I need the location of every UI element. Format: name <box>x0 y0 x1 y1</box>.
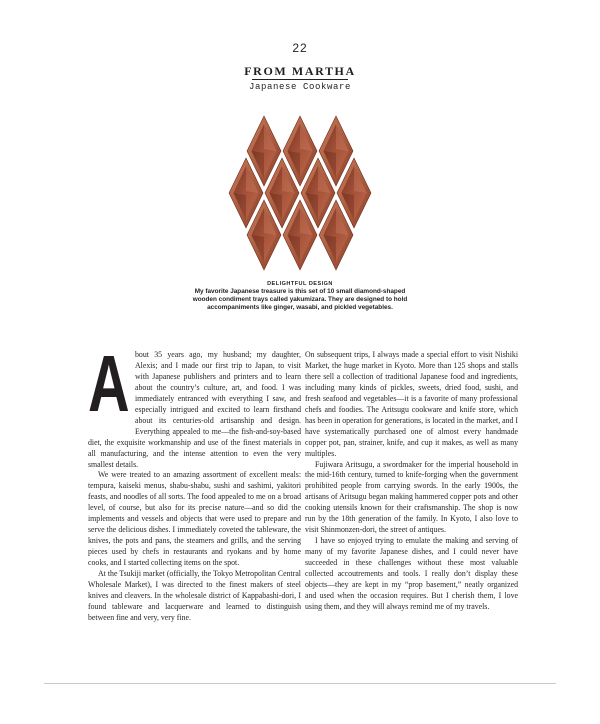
section-subtitle: Japanese Cookware <box>248 82 351 92</box>
paragraph: bout 35 years ago, my husband; my daughter, Alexis; and I made our first trip to Japan, to visit with Japanese publishers and printers and to learn about the country’s culture, art, and food. I was immediately entranced with everything I saw, and especially intrigued and excited to learn firsthand about its centuries-old artisanship and design. Everything appealed to me—the fish-and-soy-based diet, the exquisite workmanship and use of the finest materials in all manufacturing, and the intense attention to even the very smallest details. <box>88 350 301 469</box>
page-number: 22 <box>292 41 308 55</box>
paragraph: At the Tsukiji market (officially, the Tokyo Metropolitan Central Wholesale Market), I was directed to the finest makers of steel knives and cleavers. In the wholesale district of Kappabashi-dori, I found tableware and lacquerware and learned to distinguish between fine and very, very fine. <box>88 569 301 622</box>
paragraph: We were treated to an amazing assortment of excellent meals: tempura, kaiseki menus, shabu-shabu, sushi and sashimi, yakitori feasts, and noodles of all sorts. The food appealed to me on a broad level, of course, but also for its precise nature—and so did the implements and vessels and objects that were used to prepare and serve the delicious dishes. I immediately coveted the tableware, the knives, the pots and pans, the steamers and grills, and the serving pieces used by chefs in restaurants and ryokans and by home cooks, and I started collecting items on the spot. <box>88 470 301 568</box>
photo-caption <box>190 288 410 312</box>
caption-line: My favorite Japanese treasure is this set of 10 small diamond-shaped <box>194 288 406 295</box>
condiment-trays-photo <box>212 110 388 276</box>
article-column-right <box>305 350 518 613</box>
caption-kicker: DELIGHTFUL DESIGN <box>267 281 333 287</box>
paragraph: Fujiwara Aritsugu, a swordmaker for the imperial household in the mid-16th century, turned to knife-forging when the government prohibited people from carrying swords. In the early 1900s, the artisans of Aritsugu began making hammered copper pots and other cooking utensils known for their craftsmanship. The shop is now run by the 18th generation of the family. In Kyoto, I also love to visit Shinmonzen-dori, the street of antiques. <box>305 459 518 535</box>
section-title: FROM MARTHA <box>244 64 356 78</box>
drop-cap: A <box>88 339 130 428</box>
paragraph: I have so enjoyed trying to emulate the making and serving of many of my favorite Japanese dishes, and I could never have succeeded in these challenges without these most valuable collected accoutrements and tools. I really don’t display these objects—they are kept in my “prop basement,” neatly organized and used when the occasion requires. But I cherish them, I love using them, and they will always remind me of my travels. <box>305 536 518 611</box>
article-column-left <box>88 339 301 624</box>
paragraph: On subsequent trips, I always made a special effort to visit Nishiki Market, the huge market in Kyoto. More than 125 shops and stalls there sell a collection of traditional Japanese food and ingredients, including many kinds of pickles, sweets, dried food, sushi, and fresh seafood and vegetables—it is a favorite of many professional chefs and foodies. The Aritsugu cookware and knife store, which has been in operation for generations, is located in the market, and I have systematically purchased one of almost every handmade copper pot, pan, strainer, knife, and cup it makes, as well as many multiples. <box>305 350 519 458</box>
caption-line: accompaniments like ginger, wasabi, and pickled vegetables. <box>207 304 393 311</box>
title-rule <box>252 79 348 80</box>
bottom-rule <box>44 683 556 684</box>
caption-line: wooden condiment trays called yakumizara. They are designed to hold <box>192 296 408 303</box>
